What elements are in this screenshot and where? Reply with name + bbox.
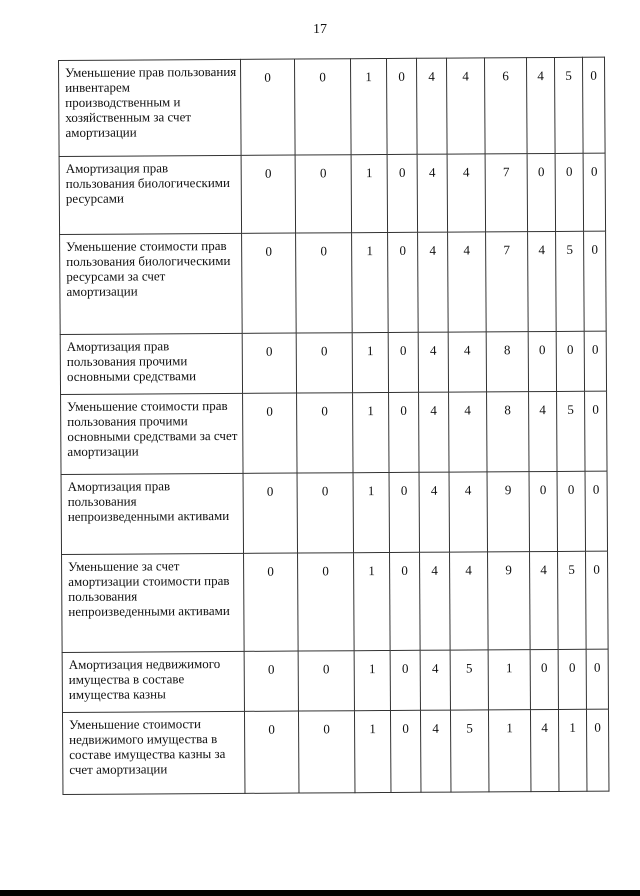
code-digit-cell: 0	[243, 393, 297, 473]
account-name-cell: Уменьшение прав пользования инвентарем производственным и хозяйственным за счет амортизации	[59, 59, 242, 156]
code-digit-cell: 5	[450, 710, 489, 792]
code-digit-cell: 0	[530, 649, 558, 709]
code-digit-cell: 0	[390, 650, 420, 710]
code-digit-cell: 0	[585, 391, 607, 471]
code-digit-cell: 0	[557, 471, 585, 551]
code-digit-cell: 1	[488, 650, 530, 710]
code-digit-cell: 1	[353, 392, 389, 472]
code-digit-cell: 9	[488, 552, 531, 650]
code-digit-cell: 4	[420, 710, 451, 792]
code-digit-cell: 4	[420, 650, 450, 710]
account-name-cell: Амортизация недвижимого имущества в составе имущества казны	[62, 651, 244, 712]
code-digit-cell: 1	[558, 709, 587, 791]
code-digit-cell: 0	[586, 709, 609, 791]
code-digit-cell: 0	[244, 711, 298, 793]
code-digit-cell: 4	[417, 154, 447, 232]
account-name-cell: Амортизация прав пользования непроизведенными активами	[61, 473, 243, 554]
code-digit-cell: 0	[583, 153, 605, 231]
code-digit-cell: 8	[487, 392, 529, 472]
code-digit-cell: 4	[447, 154, 485, 232]
code-digit-cell: 0	[244, 553, 299, 651]
code-digit-cell: 4	[448, 232, 487, 332]
code-digit-cell: 0	[387, 154, 417, 232]
code-digit-cell: 8	[486, 332, 528, 392]
code-digit-cell: 1	[488, 710, 531, 792]
code-digit-cell: 1	[350, 58, 387, 154]
code-digit-cell: 0	[556, 331, 584, 391]
code-digit-cell: 4	[448, 332, 486, 392]
code-digit-cell: 0	[585, 471, 607, 551]
code-digit-cell: 5	[556, 231, 585, 331]
code-digit-cell: 0	[527, 153, 555, 231]
code-digit-cell: 0	[244, 651, 298, 711]
code-digit-cell: 0	[298, 651, 354, 711]
code-digit-cell: 1	[352, 332, 388, 392]
code-digit-cell: 0	[586, 551, 609, 649]
code-digit-cell: 4	[419, 392, 449, 472]
table-row	[61, 391, 607, 474]
code-digit-cell: 0	[389, 392, 419, 472]
page-number: 17	[313, 22, 327, 37]
code-digit-cell: 0	[386, 58, 417, 154]
code-digit-cell: 1	[353, 472, 389, 552]
code-digit-cell: 1	[354, 650, 390, 710]
code-digit-cell: 4	[529, 391, 557, 471]
code-digit-cell: 0	[295, 155, 351, 233]
code-digit-cell: 1	[351, 154, 387, 232]
code-digit-cell: 4	[449, 392, 487, 472]
code-digit-cell: 4	[530, 709, 559, 791]
code-digit-cell: 4	[418, 232, 449, 332]
code-digit-cell: 4	[419, 472, 449, 552]
code-digit-cell: 0	[240, 59, 295, 155]
code-digit-cell: 0	[584, 231, 607, 331]
code-digit-cell: 4	[420, 552, 451, 650]
code-digit-cell: 0	[584, 331, 606, 391]
code-digit-cell: 0	[388, 232, 419, 332]
account-name-cell: Уменьшение стоимости прав пользования прочими основными средствами за счет амортизации	[61, 393, 243, 474]
code-digit-cell: 4	[526, 57, 555, 153]
table-row	[61, 471, 607, 554]
code-digit-cell: 0	[243, 473, 297, 553]
code-digit-cell: 6	[484, 58, 527, 154]
table-row	[62, 649, 608, 712]
account-name-cell: Уменьшение за счет амортизации стоимости прав пользования непроизведенными активами	[62, 553, 245, 652]
code-digit-cell: 0	[297, 473, 353, 553]
code-digit-cell: 4	[449, 472, 487, 552]
code-digit-cell: 4	[446, 58, 485, 154]
code-digit-cell: 0	[389, 472, 419, 552]
code-digit-cell: 0	[298, 711, 354, 793]
table-row	[62, 709, 608, 794]
code-digit-cell: 0	[242, 333, 296, 393]
code-digit-cell: 0	[242, 233, 297, 333]
code-digit-cell: 5	[558, 551, 587, 649]
code-digit-cell: 1	[354, 710, 391, 792]
code-digit-cell: 1	[352, 232, 389, 332]
code-digit-cell: 0	[390, 552, 421, 650]
table-row	[59, 57, 606, 156]
code-digit-cell: 0	[241, 155, 295, 233]
account-name-cell: Амортизация прав пользования биологическими ресурсами	[59, 155, 241, 234]
accounts-table	[58, 57, 609, 795]
code-digit-cell: 4	[450, 552, 489, 650]
code-digit-cell: 0	[296, 333, 352, 393]
code-digit-cell: 0	[296, 233, 353, 333]
code-digit-cell: 5	[554, 57, 583, 153]
table-row	[62, 551, 609, 652]
table-body	[59, 57, 609, 794]
code-digit-cell: 5	[450, 650, 488, 710]
code-digit-cell: 1	[354, 552, 391, 650]
code-digit-cell: 7	[486, 232, 529, 332]
scan-edge-bar	[0, 890, 640, 896]
code-digit-cell: 0	[298, 553, 355, 651]
code-digit-cell: 0	[558, 649, 586, 709]
code-digit-cell: 7	[485, 154, 527, 232]
account-name-cell: Уменьшение стоимости прав пользования биологическими ресурсами за счет амортизации	[60, 233, 243, 334]
code-digit-cell: 0	[297, 393, 353, 473]
code-digit-cell: 4	[418, 332, 448, 392]
code-digit-cell: 4	[528, 231, 557, 331]
table-row	[60, 231, 607, 334]
code-digit-cell: 0	[388, 332, 418, 392]
code-digit-cell: 0	[294, 59, 351, 155]
code-digit-cell: 4	[416, 58, 447, 154]
code-digit-cell: 0	[586, 649, 608, 709]
code-digit-cell: 0	[528, 331, 556, 391]
table-row	[59, 153, 605, 234]
code-digit-cell: 0	[582, 57, 605, 153]
code-digit-cell: 0	[529, 471, 557, 551]
code-digit-cell: 9	[487, 472, 529, 552]
code-digit-cell: 4	[530, 551, 559, 649]
table-row	[60, 331, 606, 394]
code-digit-cell: 0	[390, 710, 421, 792]
code-digit-cell: 0	[555, 153, 583, 231]
account-name-cell: Амортизация прав пользования прочими основными средствами	[60, 333, 242, 394]
account-name-cell: Уменьшение стоимости недвижимого имущества в составе имущества казны за счет амортизации	[62, 711, 244, 794]
code-digit-cell: 5	[557, 391, 585, 471]
